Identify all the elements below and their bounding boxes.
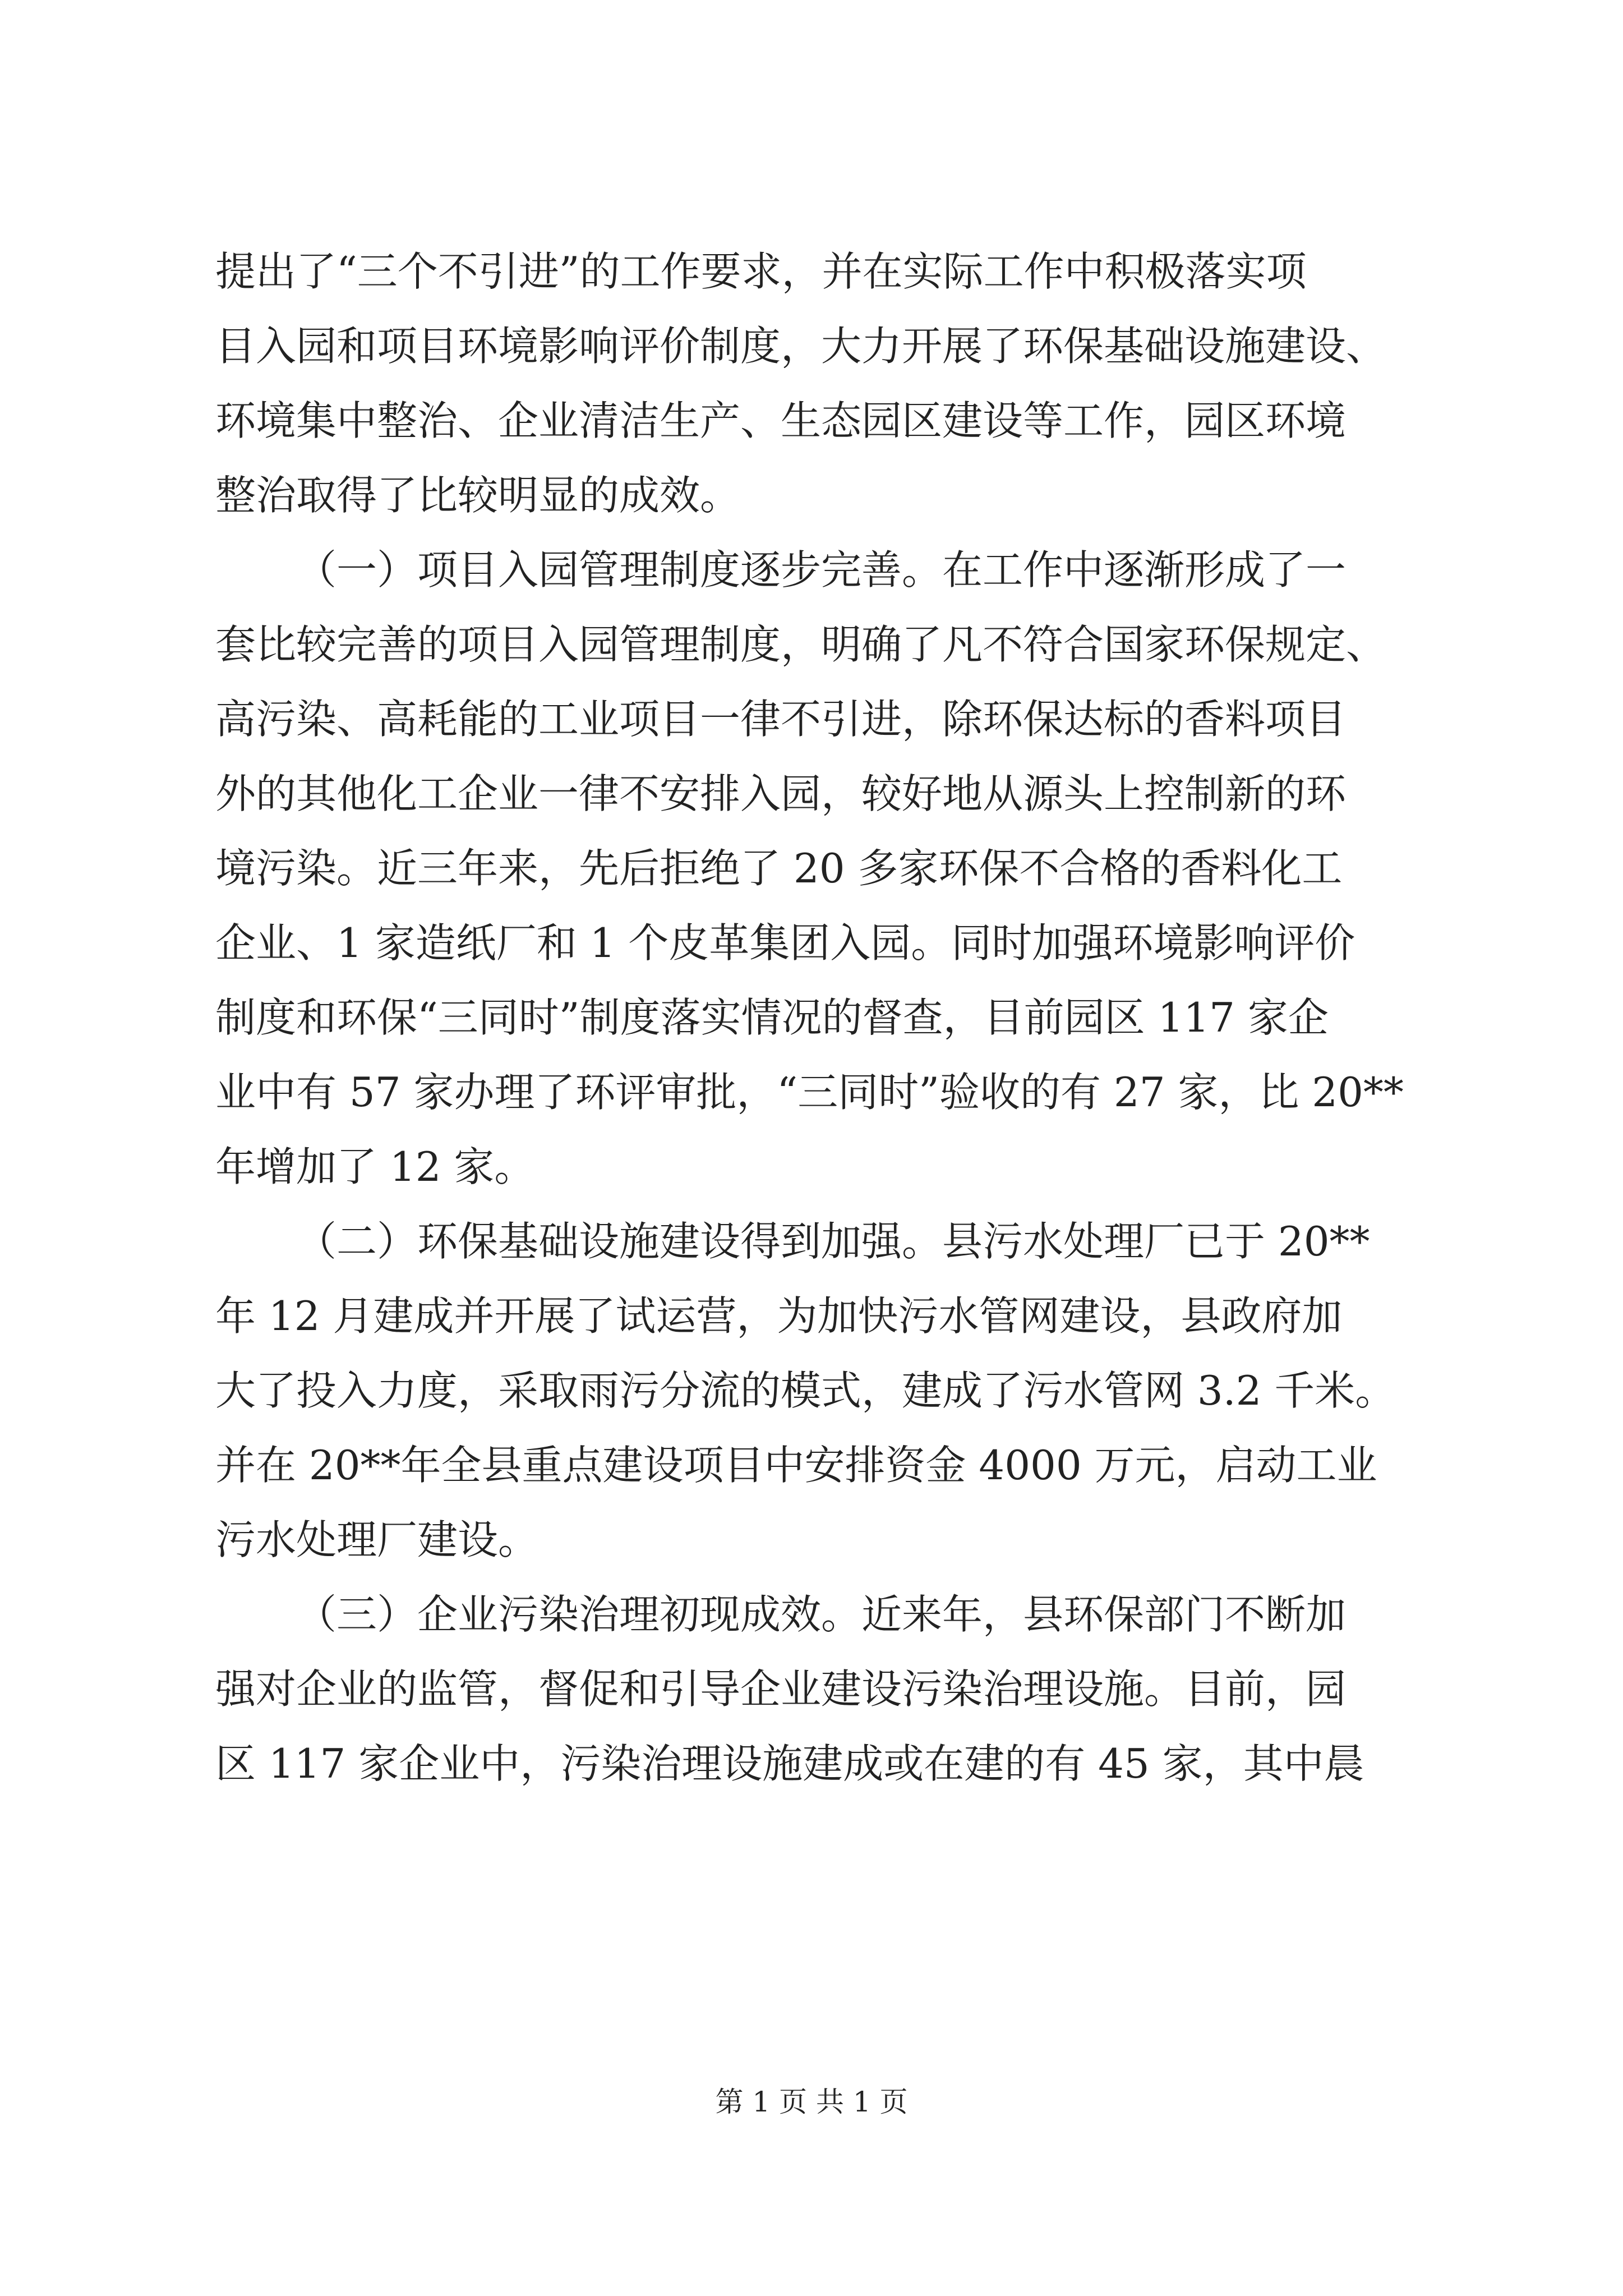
text-line: 年增加了 12 家。 (215, 1143, 535, 1190)
text-line: 企业、1 家造纸厂和 1 个皮革集团入园。同时加强环境影响评价 (215, 919, 1355, 967)
page-number-footer: 第 1 页 共 1 页 (715, 2086, 908, 2118)
paragraph-heading-line: （二）环保基础设施建设得到加强。县污水处理厂已于 20** (296, 1218, 1370, 1265)
text-line: 境污染。近三年来，先后拒绝了 20 多家环保不合格的香料化工 (215, 845, 1343, 892)
text-line: 提出了“三个不引进”的工作要求，并在实际工作中积极落实项 (215, 248, 1307, 295)
text-line: 高污染、高耗能的工业项目一律不引进，除环保达标的香料项目 (215, 696, 1347, 743)
paragraph-heading-line: （一）项目入园管理制度逐步完善。在工作中逐渐形成了一 (296, 546, 1347, 593)
text-line: 整治取得了比较明显的成效。 (215, 472, 741, 519)
paragraph-heading-line: （三）企业污染治理初现成效。近来年，县环保部门不断加 (296, 1591, 1347, 1638)
text-line: 外的其他化工企业一律不安排入园，较好地从源头上控制新的环 (215, 770, 1347, 817)
text-line: 目入园和项目环境影响评价制度，大力开展了环保基础设施建设、 (215, 323, 1387, 370)
text-line: 强对企业的监管，督促和引导企业建设污染治理设施。目前，园 (215, 1665, 1347, 1713)
text-line: 年 12 月建成并开展了试运营，为加快污水管网建设，县政府加 (215, 1292, 1343, 1340)
text-line: 大了投入力度，采取雨污分流的模式，建成了污水管网 3.2 千米。 (215, 1367, 1396, 1414)
text-line: 区 117 家企业中，污染治理设施建成或在建的有 45 家，其中晨 (215, 1740, 1364, 1787)
text-line: 环境集中整治、企业清洁生产、生态园区建设等工作，园区环境 (215, 397, 1347, 444)
text-line: 并在 20**年全县重点建设项目中安排资金 4000 万元，启动工业 (215, 1442, 1377, 1489)
text-line: 制度和环保“三同时”制度落实情况的督查，目前园区 117 家企 (215, 994, 1329, 1041)
text-line: 污水处理厂建设。 (215, 1516, 539, 1563)
text-line: 业中有 57 家办理了环评审批，“三同时”验收的有 27 家，比 20** (215, 1069, 1404, 1116)
text-line: 套比较完善的项目入园管理制度，明确了凡不符合国家环保规定、 (215, 621, 1387, 668)
